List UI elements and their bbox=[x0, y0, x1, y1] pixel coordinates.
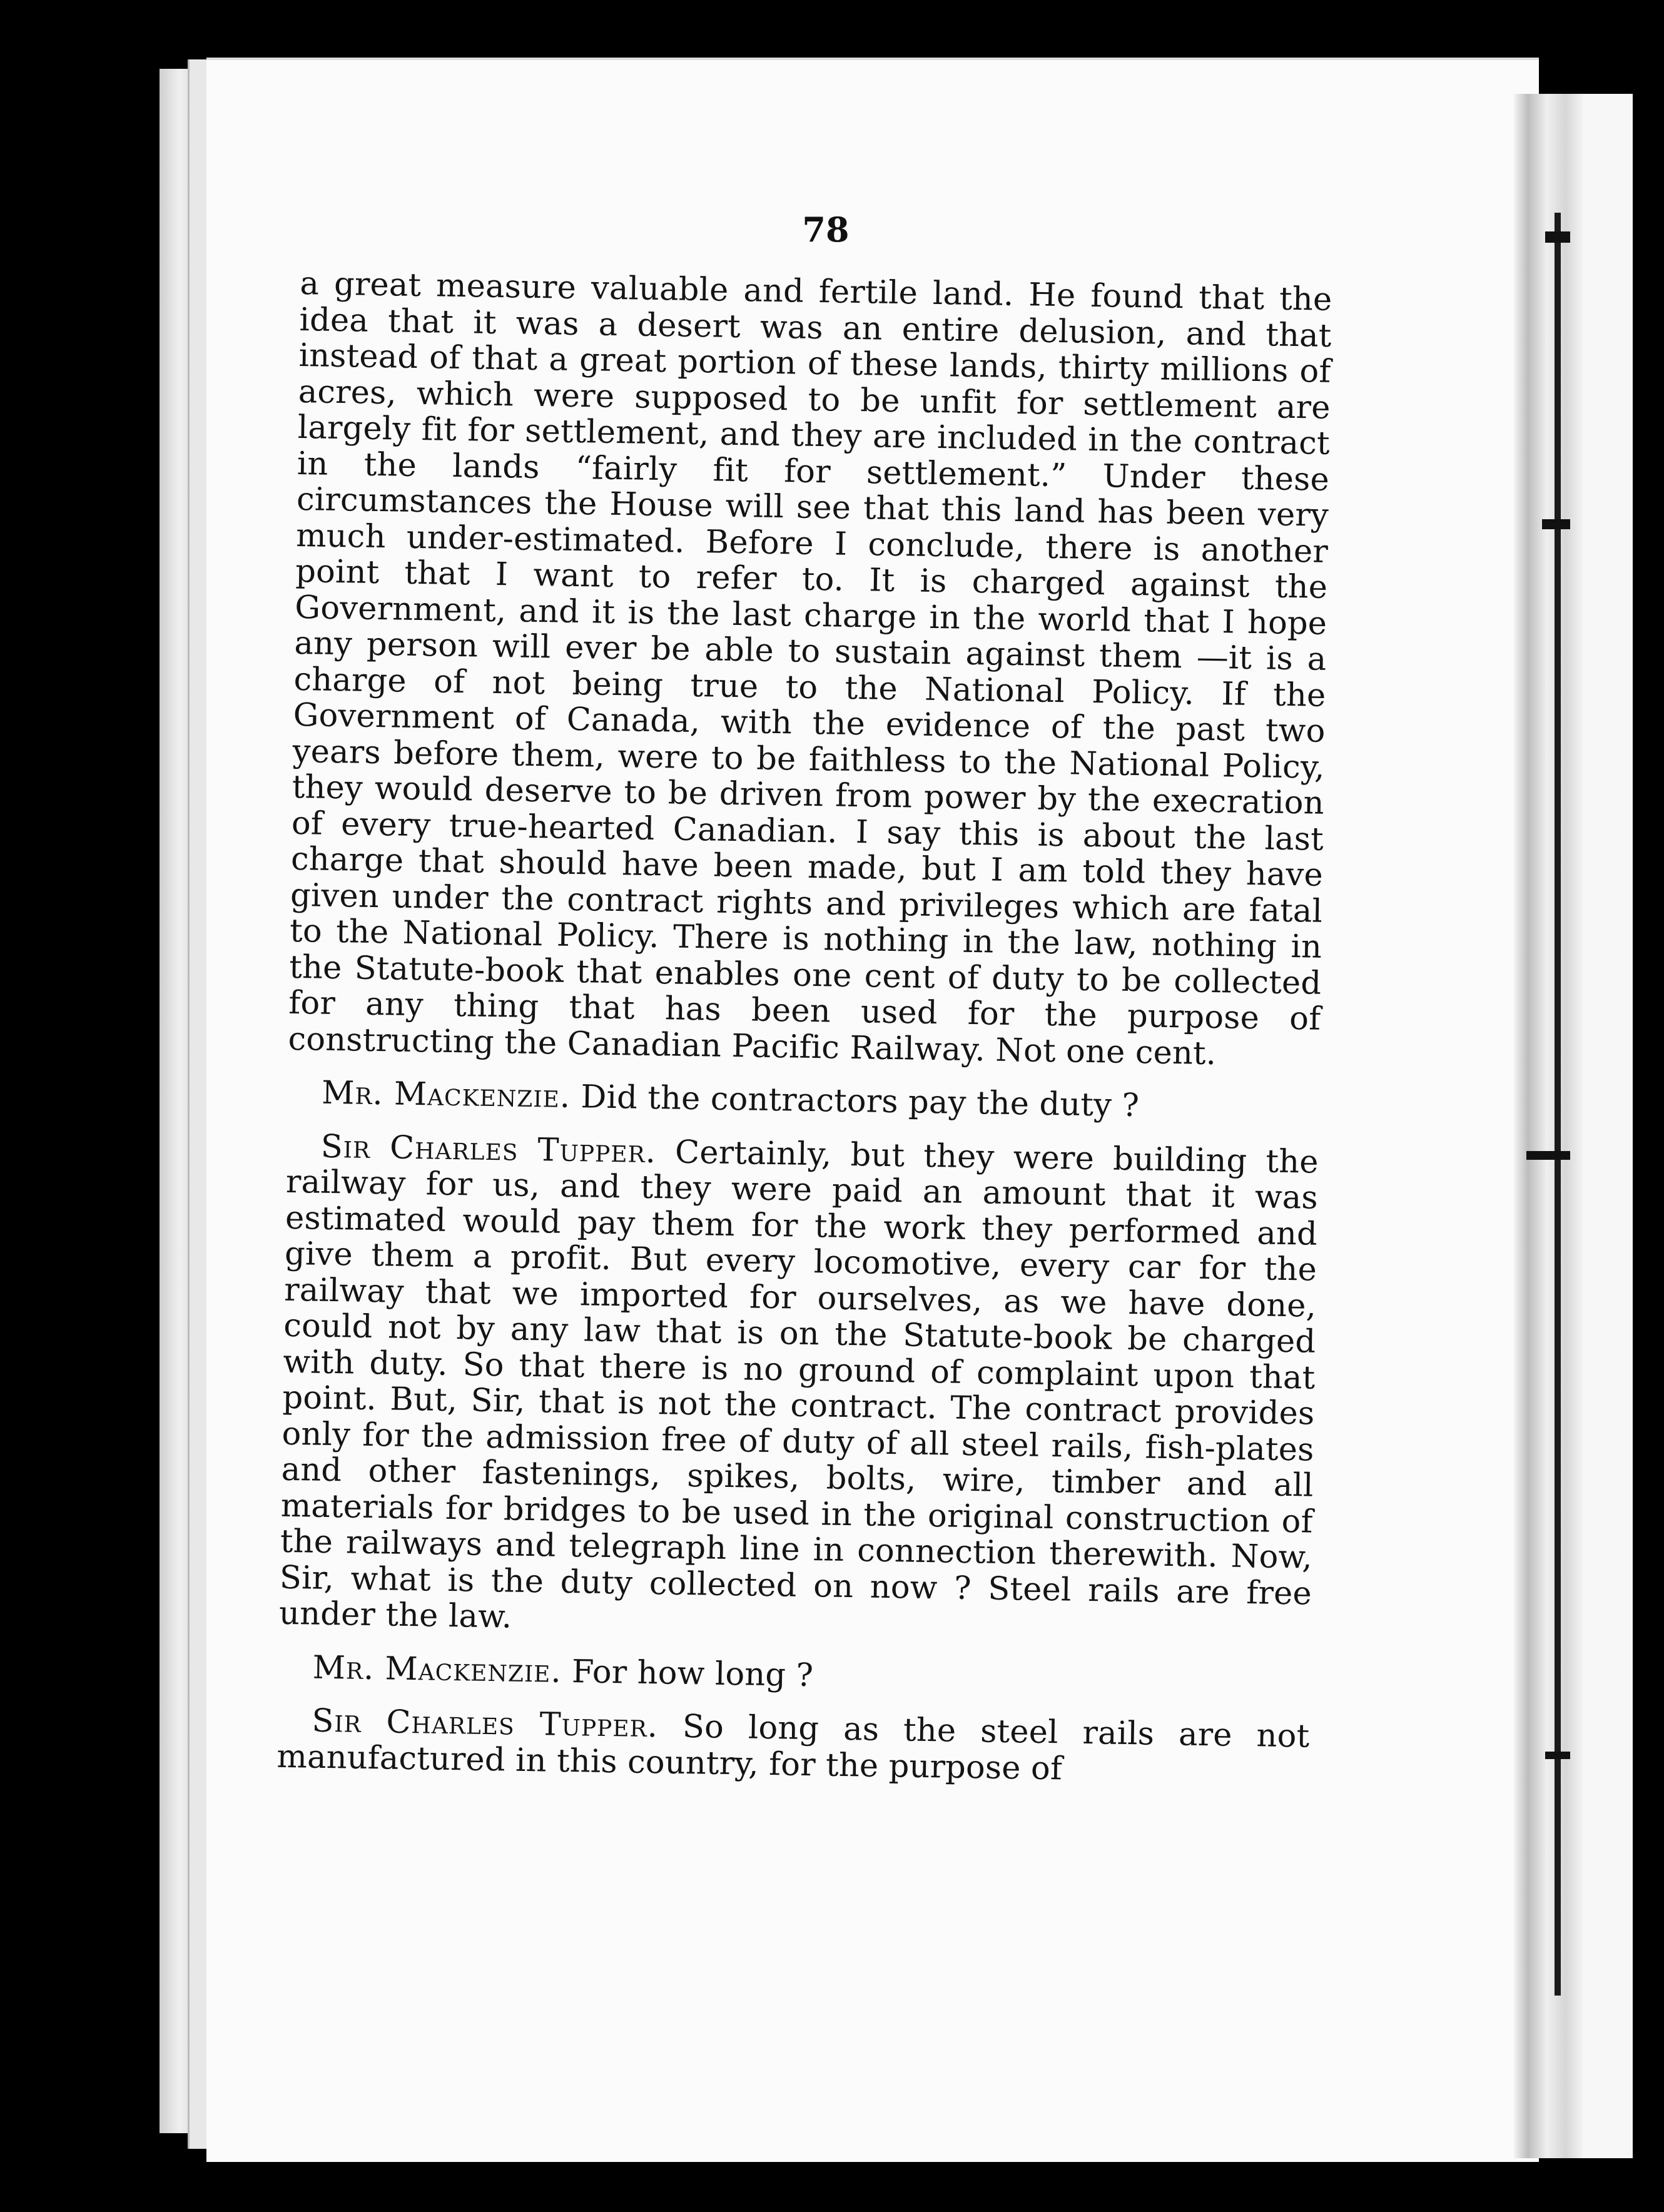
paragraph-continuation bbox=[288, 266, 1332, 1073]
speech-text: So long as the steel rails are not manufactured in this country, for the purpose of bbox=[276, 1708, 1310, 1787]
speaker-name: Mr. Mackenzie. bbox=[321, 1074, 571, 1115]
binding-mark bbox=[1545, 231, 1570, 243]
page-text bbox=[276, 266, 1332, 1791]
paragraph-text: a great measure valuable and fertile land. He found that the idea that it was a desert was an entire delusion, and that instead of that a great portion of these lands, thirty millions of acres, which were supposed to be unfit for settlement are largely fit for settlement, and they are included in the contract in the lands “fairly fit for settlement.” Under these circumstances the House will see that this land has been very much under-estimated. Before I conclude, there is another point that I want to refer to. It is charged against the Government, and it is the last charge in the world that I hope any person will ever be able to sustain against them —it is a charge of not being true to the National Policy. If the Government of Canada, with the evidence of the past two years before them, were to be faithless to the National Policy, they would deserve to be driven from power by the execration of every true-hearted Canadian. I say this is about the last charge that should have been made, but I am told they have given under the contract rights and privileges which are fatal to the National Policy. There is nothing in the law, nothing in the Statute-book that enables one cent of duty to be collected for any thing that has been used for the purpose of constructing the Canadian Pacific Railway. Not one cent. bbox=[288, 265, 1332, 1072]
binding-mark bbox=[1542, 519, 1570, 529]
next-page-edge bbox=[1583, 94, 1633, 2158]
binding-mark bbox=[1545, 1752, 1570, 1759]
speech-mackenzie bbox=[278, 1649, 1311, 1701]
speech-text: Certainly, but they were building the railway for us, and they were paid an amount that it was estimated would pay them for the work they performed and give them a profit. But every locomotive, every car for the railway that we imported for ourselves, as we have done, could not by any law that is on the Statute-book be charged with duty. So that there is no ground of complaint upon that point. But, Sir, that is not the contract. The contract provides only for the admission free of duty of all steel rails, fish-plates and other fastenings, spikes, bolts, wire, timber and all materials for bridges to be used in the original construction of the railways and telegraph line in connection therewith. Now, Sir, what is the duty collected on now ? Steel rails are free under the law. bbox=[278, 1134, 1319, 1636]
speech-tupper bbox=[279, 1128, 1319, 1648]
speaker-name: Mr. Mackenzie. bbox=[312, 1649, 562, 1690]
speech-text: Did the contractors pay the duty ? bbox=[581, 1078, 1140, 1125]
speaker-name: Sir Charles Tupper. bbox=[312, 1702, 659, 1745]
binding-mark bbox=[1526, 1151, 1570, 1160]
speech-text: For how long ? bbox=[571, 1653, 814, 1694]
binding-gutter-line bbox=[1555, 213, 1561, 1996]
speaker-name: Sir Charles Tupper. bbox=[320, 1128, 657, 1170]
page-number: 78 bbox=[802, 210, 850, 250]
speech-mackenzie bbox=[287, 1075, 1320, 1127]
